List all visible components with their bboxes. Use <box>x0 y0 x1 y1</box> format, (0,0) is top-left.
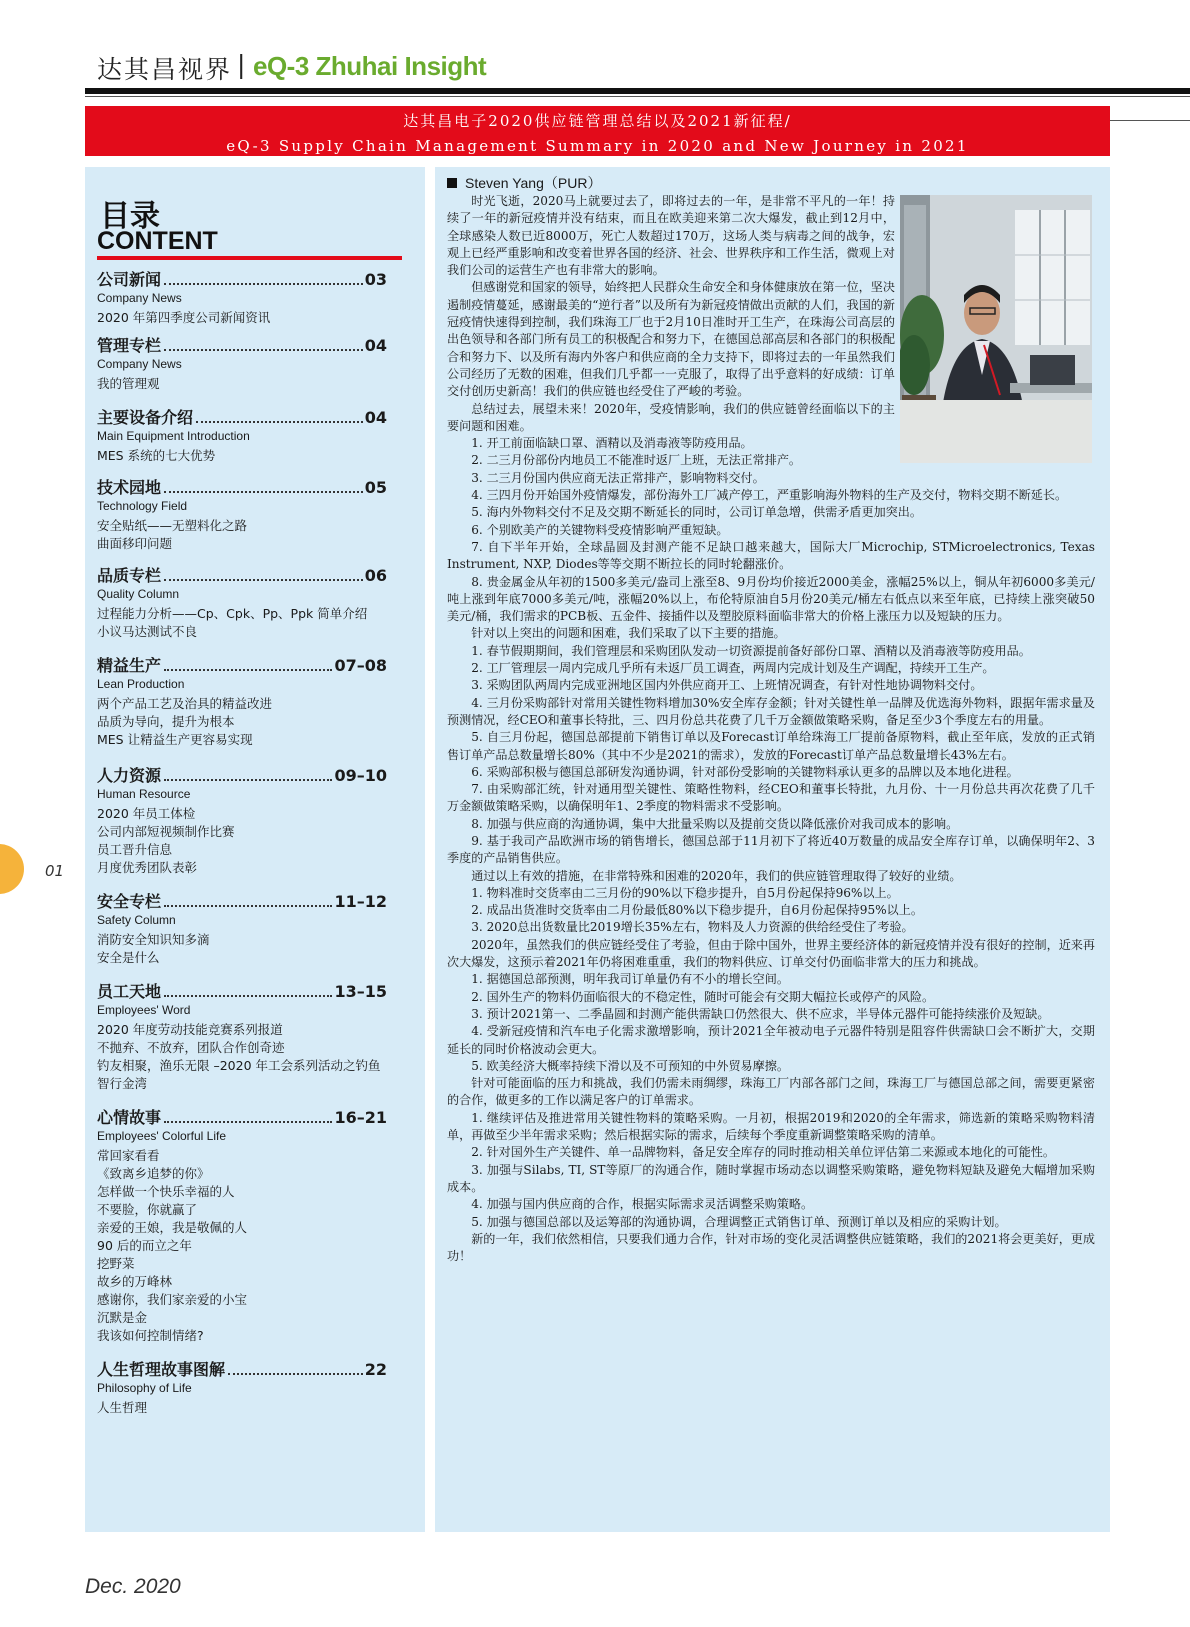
banner-title-en: eQ-3 Supply Chain Management Summary in 2020 and New Journey in 2021 <box>226 137 969 155</box>
page-number: 01 <box>45 862 65 880</box>
toc-item[interactable]: 2020 年第四季度公司新闻资讯 <box>97 310 271 325</box>
article-paragraph: 2. 成品出货准时交货率由二月份最低80%以下稳步提升，自6月份起保持95%以上。 <box>471 903 923 918</box>
toc-item[interactable]: 不要脸，你就赢了 <box>97 1202 198 1217</box>
article-paragraph: 4. 受新冠疫情和汽车电子化需求激增影响，预计2021全年被动电子元器件特别是阻容件供需缺口会不断扩大，交期延长的同时价格波动会更大。 <box>447 1024 1095 1056</box>
table-of-contents <box>85 167 425 1532</box>
article-paragraph: 8. 贵金属金从年初的1500多美元/盎司上涨至8、9月份均价接近2000美金，涨幅25%以上，铜从年初6000多美元/吨上涨到年底7000多美元/吨，涨幅20%以上，布伦特原油自5月份20美元/桶左右低点以来至年底，已持续上涨突破50美元/桶，我们需求的PCB板、五金件、接插件以及塑胶原料面临非常大的价格上涨压力以及短缺的压力。 <box>447 574 1095 624</box>
article-paragraph: 1. 继续评估及推进常用关键性物料的策略采购。一月初，根据2019和2020的全年需求，筛选新的策略采购物料清单，再做至少半年需求采购；然后根据实际的需求，后续每个季度重新调整策略采购的清单。 <box>447 1110 1095 1143</box>
toc-title-cn: 目录 <box>100 199 160 234</box>
toc-item[interactable]: 故乡的万峰林 <box>97 1274 173 1289</box>
toc-section-page: 16–21 <box>334 1108 387 1127</box>
article-paragraph: 3. 加强与Silabs, TI, ST等原厂的沟通合作，随时掌握市场动态以调整采购策略，避免物料短缺及避免大幅增加采购成本。 <box>447 1162 1095 1194</box>
article-paragraph: 针对可能面临的压力和挑战，我们仍需未雨绸缪，珠海工厂内部各部门之间，珠海工厂与德国总部之间，需要更紧密的合作，做更多的工作以满足客户的订单需求。 <box>447 1076 1095 1108</box>
toc-section[interactable] <box>97 979 387 1093</box>
toc-item[interactable]: 《致离乡追梦的你》 <box>97 1166 210 1181</box>
toc-section-subtitle: Company News <box>97 291 182 305</box>
toc-item[interactable]: 感谢你，我们家亲爱的小宝 <box>97 1292 248 1307</box>
article-paragraph: 3. 二三月份国内供应商无法正常排产，影响物料交付。 <box>471 470 765 485</box>
toc-section[interactable] <box>97 763 387 877</box>
toc-item[interactable]: 怎样做一个快乐幸福的人 <box>97 1184 235 1199</box>
toc-section[interactable] <box>97 889 387 967</box>
toc-leader-dots <box>164 669 332 671</box>
toc-section-page: 07–08 <box>334 656 387 675</box>
toc-section[interactable] <box>97 1357 387 1417</box>
article-paragraph: 2. 国外生产的物料仍面临很大的不稳定性，随时可能会有交期大幅拉长或停产的风险。 <box>471 989 935 1004</box>
toc-section-title: 管理专栏 <box>97 336 162 355</box>
article-paragraph: 3. 2020总出货数量比2019增长35%左右，物料及人力资源的供给经受住了考验。 <box>471 920 914 935</box>
article-paragraph: 5. 加强与德国总部以及运筹部的沟通协调，合理调整正式销售订单、预测订单以及相应的采购计划。 <box>471 1214 1007 1229</box>
toc-section-title: 技术园地 <box>97 478 162 497</box>
toc-section-page: 03 <box>364 270 387 289</box>
toc-item[interactable]: 员工晋升信息 <box>97 842 173 857</box>
author-name: Steven Yang（PUR） <box>465 175 602 191</box>
toc-leader-dots <box>164 779 332 781</box>
page-tab-marker <box>0 844 24 894</box>
toc-section-subtitle: Philosophy of Life <box>97 1381 192 1395</box>
toc-leader-dots <box>228 1373 363 1375</box>
toc-leader-dots <box>164 905 332 907</box>
toc-section-subtitle: Safety Column <box>97 913 176 927</box>
toc-section-title: 精益生产 <box>97 656 162 675</box>
toc-section[interactable] <box>97 267 387 327</box>
article-paragraph: 2. 二三月份部份内地员工不能准时返厂上班，无法正常排产。 <box>471 453 802 468</box>
toc-leader-dots <box>164 995 332 997</box>
toc-section-title: 公司新闻 <box>97 270 162 289</box>
toc-leader-dots <box>164 283 363 285</box>
toc-item[interactable]: 我该如何控制情绪? <box>97 1328 204 1343</box>
toc-section[interactable] <box>97 563 387 641</box>
toc-section-title: 人生哲理故事图解 <box>97 1360 226 1379</box>
toc-item[interactable]: 安全贴纸——无塑料化之路 <box>97 518 248 533</box>
article-paragraph: 但感谢党和国家的领导，始终把人民群众生命安全和身体健康放在第一位，坚决遏制疫情蔓延，感谢最美的“逆行者”以及所有为新冠疫情做出贡献的人们，我国的新冠疫情快速得到控制，我们珠海工厂也于2月10日准时开工生产，在珠海公司高层的出色领导和各部门所有员工的积极配合和努力下，在德国总部高层和各部门的积极配合和努力下、以及所有海内外客户和供应商的全力支持下，即将过去的一年虽然我们公司经历了无数的困难，但我们几乎都一一克服了，取得了出乎意料的好成绩：订单交付创历史新高！我们的供应链也经受住了严峻的考验。 <box>447 280 895 399</box>
article-paragraph: 6. 个别欧美产的关键物料受疫情影响严重短缺。 <box>471 522 729 537</box>
toc-underline <box>97 256 402 260</box>
article-paragraph: 7. 自下半年开始，全球晶圆及封测产能不足缺口越来越大，国际大厂Microchip, STMicroelectronics, Texas Instrument, NXP, Diodes等等交期不断拉长的同时轮翻涨价。 <box>447 539 1095 572</box>
toc-section[interactable] <box>97 475 387 553</box>
article-paragraph: 2. 工厂管理层一周内完成几乎所有未返厂员工调查，两周内完成计划及生产调配，持续开工生产。 <box>471 661 995 676</box>
toc-section-title: 心情故事 <box>97 1108 162 1127</box>
toc-leader-dots <box>164 579 363 581</box>
header-rule-thin <box>85 96 1190 97</box>
toc-section-title: 品质专栏 <box>97 566 162 585</box>
toc-item[interactable]: 人生哲理 <box>97 1400 148 1415</box>
article-paragraph: 新的一年，我们依然相信，只要我们通力合作，针对市场的变化灵活调整供应链策略，我们的2021将会更美好，更成功！ <box>447 1231 1095 1264</box>
article-paragraph: 5. 欧美经济大概率持续下滑以及不可预知的中外贸易摩擦。 <box>471 1058 789 1073</box>
toc-section-title: 安全专栏 <box>97 892 162 911</box>
toc-item[interactable]: 智行金湾 <box>97 1076 148 1091</box>
toc-item[interactable]: 不抛弃、不放弃，团队合作创奇迹 <box>97 1040 285 1055</box>
article-paragraph: 时光飞逝，2020马上就要过去了，即将过去的一年，是非常不平凡的一年！持续了一年的新冠疫情并没有结束，而且在欧美迎来第二次大爆发，截止到12月中，全球感染人数已近8000万，死亡人数超过170万，这场人类与病毒之间的战争，宏观上已经严重影响和改变着世界各国的经济、社会、世界秩序和工作生活，微观上对我们公司的运营生产也有非常大的影响。 <box>447 194 895 278</box>
article-paragraph: 8. 加强与供应商的沟通协调，集中大批量采购以及提前交货以降低涨价对我司成本的影响。 <box>471 816 959 831</box>
toc-item[interactable]: 常回家看看 <box>97 1148 160 1163</box>
toc-section-page: 11–12 <box>334 892 387 911</box>
toc-section-title: 员工天地 <box>97 982 162 1001</box>
toc-section-subtitle: Lean Production <box>97 677 185 691</box>
toc-item[interactable]: 消防安全知识知多滴 <box>97 932 210 947</box>
toc-item[interactable]: 沉默是金 <box>97 1310 148 1325</box>
toc-section-subtitle: Company News <box>97 357 182 371</box>
article-author <box>447 173 601 193</box>
toc-item[interactable]: 2020 年度劳动技能竞赛系列报道 <box>97 1022 283 1037</box>
toc-section-page: 06 <box>364 566 387 585</box>
toc-section-title: 主要设备介绍 <box>97 408 194 427</box>
toc-item[interactable]: 曲面移印问题 <box>97 536 173 551</box>
article-paragraph: 3. 采购团队两周内完成亚洲地区国内外供应商开工、上班情况调查，有针对性地协调物料交付。 <box>471 678 983 693</box>
toc-section[interactable] <box>97 333 387 393</box>
toc-leader-dots <box>164 1121 332 1123</box>
toc-item[interactable]: 2020 年员工体检 <box>97 806 196 821</box>
toc-leader-dots <box>164 491 363 493</box>
toc-item[interactable]: 安全是什么 <box>97 950 160 965</box>
article-body <box>447 193 1095 1265</box>
bullet-square-icon <box>447 178 457 188</box>
magazine-title-en: eQ-3 Zhuhai Insight <box>253 51 487 81</box>
article-paragraph: 9. 基于我司产品欧洲市场的销售增长，德国总部于11月初下了将近40万数量的成品安全库存订单，以确保明年2、3季度的产品销售供应。 <box>447 833 1095 866</box>
article-paragraph: 4. 加强与国内供应商的合作，根据实际需求灵活调整采购策略。 <box>471 1197 814 1212</box>
article-paragraph: 6. 采购部积极与德国总部研发沟通协调，针对部份受影响的关键物料承认更多的品牌以及本地化进程。 <box>471 764 1019 779</box>
toc-item[interactable]: 公司内部短视频制作比赛 <box>97 824 235 839</box>
toc-leader-dots <box>196 421 363 423</box>
banner-side-rule <box>1110 120 1190 121</box>
article-paragraph: 总结过去，展望未来！2020年，受疫情影响，我们的供应链曾经面临以下的主要问题和困难。 <box>447 401 895 433</box>
toc-section-page: 04 <box>364 336 387 355</box>
toc-section-subtitle: Technology Field <box>97 499 188 513</box>
article-paragraph: 5. 自三月份起，德国总部提前下销售订单以及Forecast订单给珠海工厂提前备原物料，截止至年底，发放的正式销售订单产品总数量增长80%（其中不少是2021的需求），发放的Forecast订单产品总数量增长43%左右。 <box>447 730 1095 762</box>
toc-section-subtitle: Human Resource <box>97 787 191 801</box>
toc-item[interactable]: 品质为导向，提升为根本 <box>97 714 235 729</box>
article-banner <box>85 106 1110 156</box>
toc-section-subtitle: Employees' Colorful Life <box>97 1129 227 1143</box>
toc-section-subtitle: Main Equipment Introduction <box>97 429 250 443</box>
article-paragraph: 1. 物料准时交货率由二三月份的90%以下稳步提升，自5月份起保持96%以上。 <box>471 885 899 900</box>
article-paragraph: 1. 春节假期期间，我们管理层和采购团队发动一切资源提前备好部份口罩、酒精以及消毒液等防疫用品。 <box>471 643 1031 658</box>
article-paragraph: 1. 开工前面临缺口罩、酒精以及消毒液等防疫用品。 <box>471 436 753 451</box>
article-paragraph: 2020年，虽然我们的供应链经受住了考验，但由于除中国外，世界主要经济体的新冠疫情并没有很好的控制，近来再次大爆发，这预示着2021年仍将困难重重，我们的物料供应、订单交付仍面临非常大的压力和挑战。 <box>447 937 1095 970</box>
toc-item[interactable]: MES 系统的七大优势 <box>97 448 216 463</box>
toc-item[interactable]: 我的管理观 <box>97 376 160 391</box>
toc-item[interactable]: MES 让精益生产更容易实现 <box>97 732 253 747</box>
toc-section-page: 05 <box>364 478 387 497</box>
toc-item[interactable]: 小议马达测试不良 <box>97 624 198 639</box>
article-paragraph: 4. 三月份采购部针对常用关键性物料增加30%安全库存金额；针对关键性单一品牌及优选海外物料，跟据年需求量及预测情况，经CEO和董事长特批，三、四月份总共花费了几千万金额做策略采购，备足至少3个季度左右的用量。 <box>447 695 1095 727</box>
toc-item[interactable]: 过程能力分析——Cp、Cpk、Pp、Ppk 简单介绍 <box>97 606 368 621</box>
toc-item[interactable]: 亲爱的王娘，我是敬佩的人 <box>97 1220 248 1235</box>
article-paragraph: 针对以上突出的问题和困难，我们采取了以下主要的措施。 <box>471 626 786 641</box>
toc-list <box>97 267 387 1429</box>
toc-leader-dots <box>164 349 363 351</box>
toc-section-title: 人力资源 <box>97 766 162 785</box>
toc-title-en: CONTENT <box>97 227 218 255</box>
toc-item[interactable]: 挖野菜 <box>97 1256 135 1271</box>
article-paragraph: 通过以上有效的措施，在非常特殊和困难的2020年，我们的供应链管理取得了较好的业绩。 <box>471 868 962 883</box>
toc-section-page: 04 <box>364 408 387 427</box>
toc-section-page: 09–10 <box>334 766 387 785</box>
toc-section[interactable] <box>97 1105 387 1345</box>
toc-section-subtitle: Employees' Word <box>97 1003 191 1017</box>
toc-section[interactable] <box>97 405 387 465</box>
toc-section-page: 13–15 <box>334 982 387 1001</box>
toc-section-subtitle: Quality Column <box>97 587 180 601</box>
article-paragraph: 5. 海内外物料交付不足及交期不断延长的同时，公司订单急增，供需矛盾更加突出。 <box>471 505 922 520</box>
issue-date: Dec. 2020 <box>85 1575 181 1598</box>
toc-section[interactable] <box>97 653 387 749</box>
toc-section-page: 22 <box>364 1360 387 1379</box>
article-paragraph: 1. 据德国总部预测，明年我司订单量仍有不小的增长空间。 <box>471 972 789 987</box>
article-paragraph: 7. 由采购部汇统，针对通用型关键性、策略性物料，经CEO和董事长特批，九月份、十一月份总共再次花费了几千万金额做策略采购，以确保明年1、2季度的物料需求不受影响。 <box>447 782 1095 814</box>
header-rule <box>85 88 1190 94</box>
article-paragraph: 4. 三四月份开始国外疫情爆发，部份海外工厂减产停工，严重影响海外物料的生产及交付，物料交期不断延长。 <box>471 488 1068 503</box>
toc-item[interactable]: 月度优秀团队表彰 <box>97 860 198 875</box>
article-panel <box>435 167 1110 1532</box>
toc-item[interactable]: 90 后的而立之年 <box>97 1238 192 1253</box>
toc-item[interactable]: 钓友相聚，渔乐无限 –2020 年工会系列活动之钓鱼 <box>97 1058 381 1073</box>
toc-item[interactable]: 两个产品工艺及治具的精益改进 <box>97 696 273 711</box>
magazine-title-cn: 达其昌视界 <box>97 55 233 84</box>
title-separator: | <box>237 50 246 79</box>
banner-title-cn: 达其昌电子2020供应链管理总结以及2021新征程/ <box>403 112 792 130</box>
article-paragraph: 3. 预计2021第一、二季晶圆和封测产能供需缺口仍然很大、供不应求，半导体元器件可能持续涨价及短缺。 <box>471 1006 1050 1021</box>
article-paragraph: 2. 针对国外生产关键件、单一品牌物料，备足安全库存的同时推动相关单位评估第二来源或本地化的可能性。 <box>471 1145 1055 1160</box>
